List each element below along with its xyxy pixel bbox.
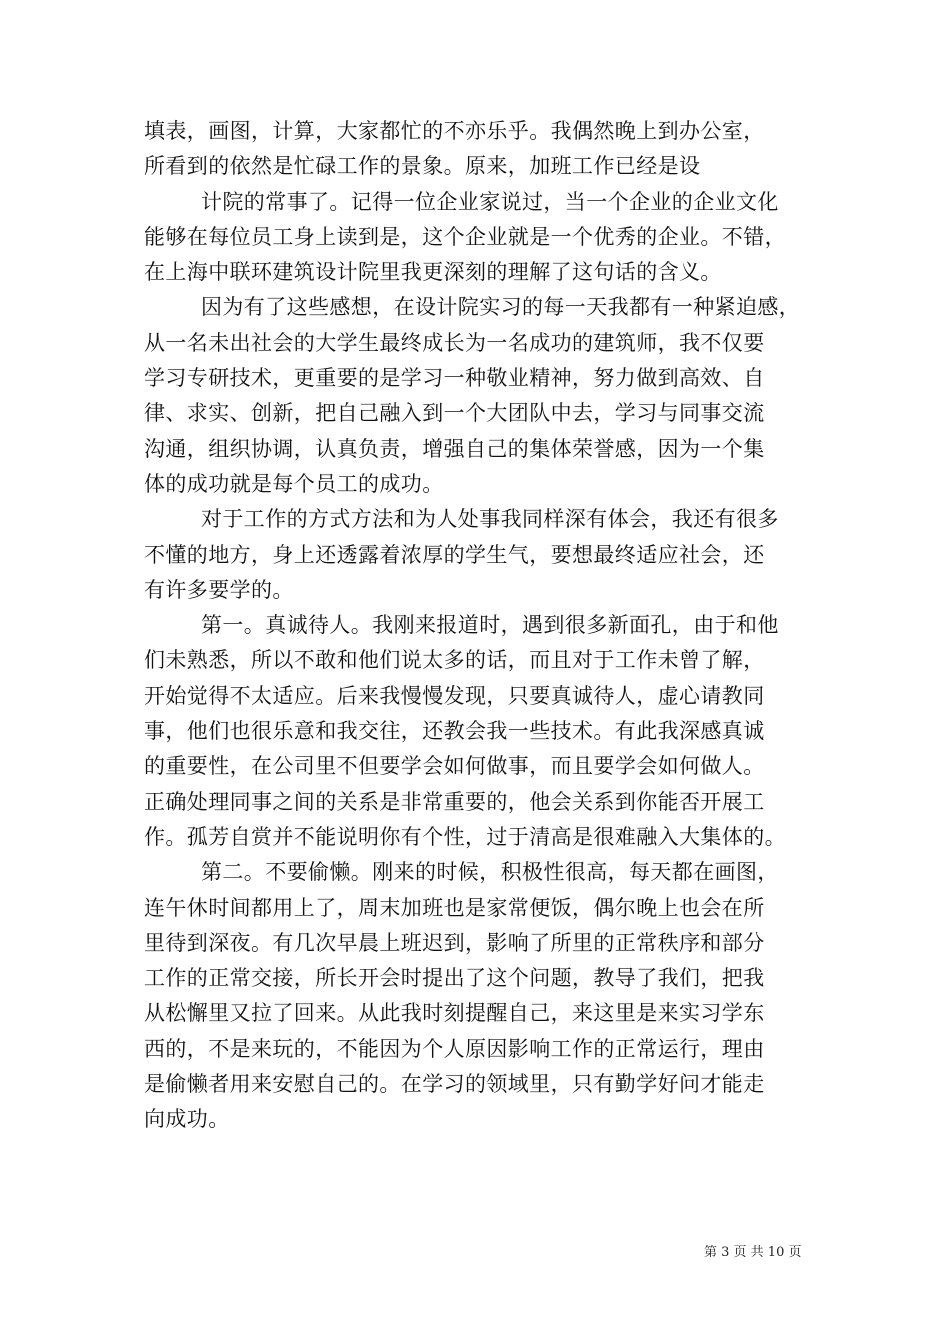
text-line: 所看到的依然是忙碌工作的景象。原来，加班工作已经是设 [144,154,701,179]
text-line: 开始觉得不太适应。后来我慢慢发现，只要真诚待人，虚心请教同 [144,683,765,708]
text-line: 体的成功就是每个员工的成功。 [144,471,444,496]
text-line: 在上海中联环建筑设计院里我更深刻的理解了这句话的含义。 [144,260,722,285]
text-line: 事，他们也很乐意和我交往，还教会我一些技术。有此我深感真诚 [144,719,765,744]
text-line: 工作的正常交接，所长开会时提出了这个问题，教导了我们，把我 [144,966,765,991]
text-line: 第一。真诚待人。我刚来报道时，遇到很多新面孔，由于和他 [201,613,779,638]
text-line: 第二。不要偷懒。刚来的时候，积极性很高，每天都在画图， [201,860,779,885]
text-line: 有许多要学的。 [144,577,294,602]
text-line: 填表，画图，计算，大家都忙的不亦乐乎。我偶然晚上到办公室， [144,119,765,143]
text-line: 计院的常事了。记得一位企业家说过，当一个企业的企业文化 [201,189,779,214]
text-line: 里待到深夜。有几次早晨上班迟到，影响了所里的正常秩序和部分 [144,930,765,955]
document-body [144,114,808,1138]
text-line: 沟通，组织协调，认真负责，增强自己的集体荣誉感，因为一个集 [144,436,765,461]
text-line: 对于工作的方式方法和为人处事我同样深有体会，我还有很多 [201,507,779,532]
page-number-footer: 第 3 页 共 10 页 [704,1245,802,1260]
text-line: 作。孤芳自赏并不能说明你有个性，过于清高是很难融入大集体的。 [144,824,786,849]
text-line: 能够在每位员工身上读到是，这个企业就是一个优秀的企业。不错， [144,224,786,249]
text-line: 从松懈里又拉了回来。从此我时刻提醒自己，来这里是来实习学东 [144,1001,765,1026]
text-line: 学习专研技术，更重要的是学习一种敬业精神，努力做到高效、自 [144,366,765,391]
text-line: 连午休时间都用上了，周末加班也是家常便饭，偶尔晚上也会在所 [144,895,765,920]
text-line: 向成功。 [144,1107,230,1132]
text-line: 正确处理同事之间的关系是非常重要的，他会关系到你能否开展工 [144,789,765,814]
text-line: 们未熟悉，所以不敢和他们说太多的话，而且对于工作未曾了解， [144,648,765,673]
text-line: 是偷懒者用来安慰自己的。在学习的领域里，只有勤学好问才能走 [144,1072,765,1097]
text-line: 的重要性，在公司里不但要学会如何做事，而且要学会如何做人。 [144,754,765,779]
text-line: 律、求实、创新，把自己融入到一个大团队中去，学习与同事交流 [144,401,765,426]
text-line: 西的，不是来玩的，不能因为个人原因影响工作的正常运行，理由 [144,1036,765,1061]
text-line: 不懂的地方，身上还透露着浓厚的学生气，要想最终适应社会，还 [144,542,765,567]
text-line: 因为有了这些感想，在设计院实习的每一天我都有一种紧迫感， [201,295,801,320]
text-line: 从一名未出社会的大学生最终成长为一名成功的建筑师，我不仅要 [144,330,765,355]
